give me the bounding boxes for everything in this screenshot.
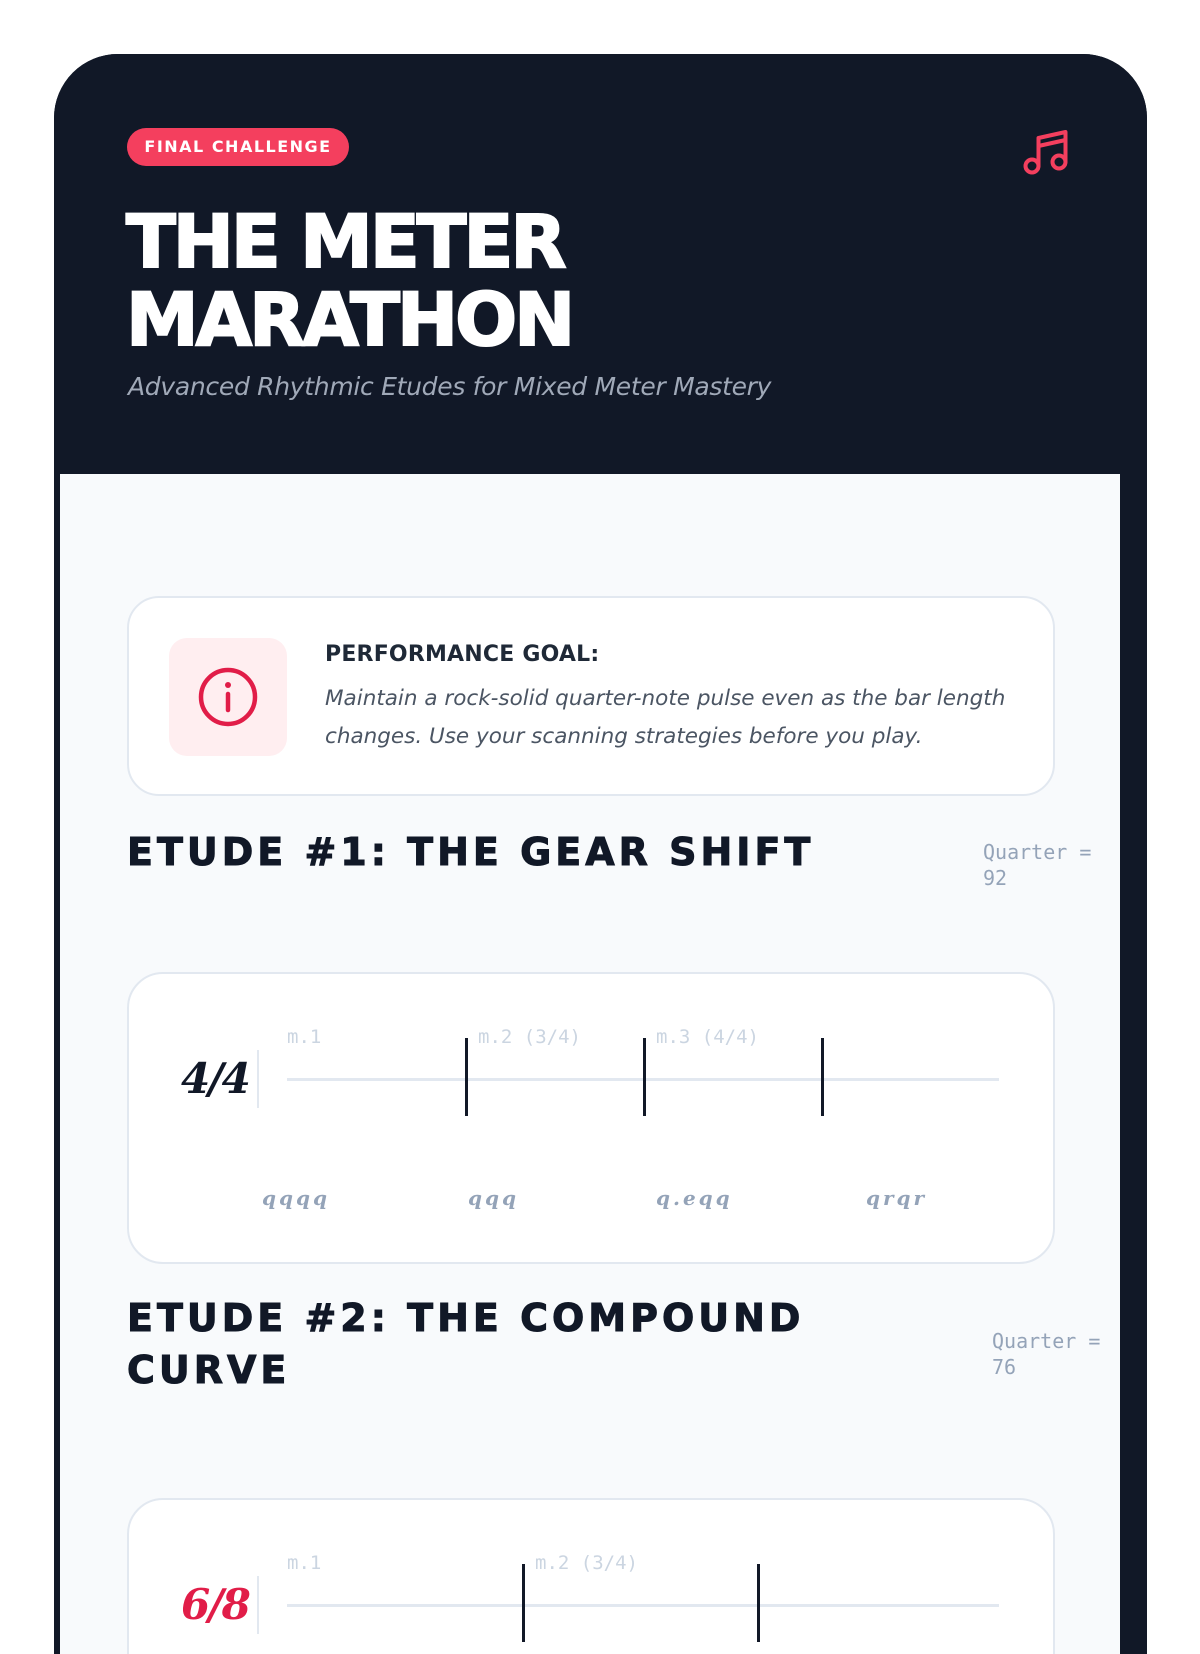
etude-2-tempo-line-1: Quarter =: [992, 1329, 1101, 1353]
etude-1-time-signature: 4/4: [181, 1054, 249, 1103]
measure-label: m.2 (3/4): [478, 1026, 581, 1048]
etude-2-title-line-1: ETUDE #2: THE COMPOUND: [127, 1296, 805, 1340]
goal-text: Maintain a rock-solid quarter-note pulse even as the bar length changes. Use your scanning strategies before you play.: [325, 686, 1006, 749]
etude-2-staff: [127, 1498, 1055, 1654]
page-title: [126, 200, 573, 363]
barline: [465, 1038, 468, 1116]
header: [54, 54, 1147, 474]
measure-label: m.3 (4/4): [656, 1026, 759, 1048]
measure-label: m.1: [287, 1026, 322, 1048]
measure-label: m.1: [287, 1552, 322, 1574]
etude-2-title-line-2: CURVE: [127, 1348, 291, 1392]
performance-goal-callout: [127, 596, 1055, 796]
final-challenge-badge: FINAL CHALLENGE: [127, 128, 349, 166]
etude-2-tempo: [992, 1328, 1100, 1380]
goal-heading: PERFORMANCE GOAL:: [325, 642, 600, 667]
barline: [757, 1564, 760, 1642]
rhythm-pattern: qqq: [468, 1186, 519, 1210]
barline: [522, 1564, 525, 1642]
barline: [643, 1038, 646, 1116]
rhythm-pattern: qrqr: [866, 1186, 928, 1210]
measure-label: m.2 (3/4): [535, 1552, 638, 1574]
rhythm-pattern: qqqq: [262, 1186, 330, 1210]
info-icon: [197, 666, 259, 728]
barline: [821, 1038, 824, 1116]
time-signature-divider: [257, 1576, 259, 1634]
music-note-icon: [1020, 126, 1074, 180]
etude-2-time-signature: 6/8: [181, 1580, 249, 1629]
etude-1-staff: [127, 972, 1055, 1264]
time-signature-divider: [257, 1050, 259, 1108]
etude-2-tempo-line-2: 76: [992, 1355, 1017, 1379]
goal-icon-container: [169, 638, 287, 756]
title-line-1: THE METER: [126, 200, 564, 285]
etude-2-title: [127, 1292, 804, 1396]
subtitle: Advanced Rhythmic Etudes for Mixed Meter Mastery: [128, 372, 772, 401]
staff-line: [287, 1604, 999, 1607]
challenge-card: [54, 54, 1147, 1654]
etude-1-title: ETUDE #1: THE GEAR SHIFT: [127, 830, 815, 874]
content-area: [60, 474, 1120, 1654]
rhythm-pattern: q.eqq: [656, 1186, 733, 1210]
etude-1-tempo: Quarter = 92: [983, 840, 1092, 890]
title-line-2: MARATHON: [126, 278, 573, 363]
